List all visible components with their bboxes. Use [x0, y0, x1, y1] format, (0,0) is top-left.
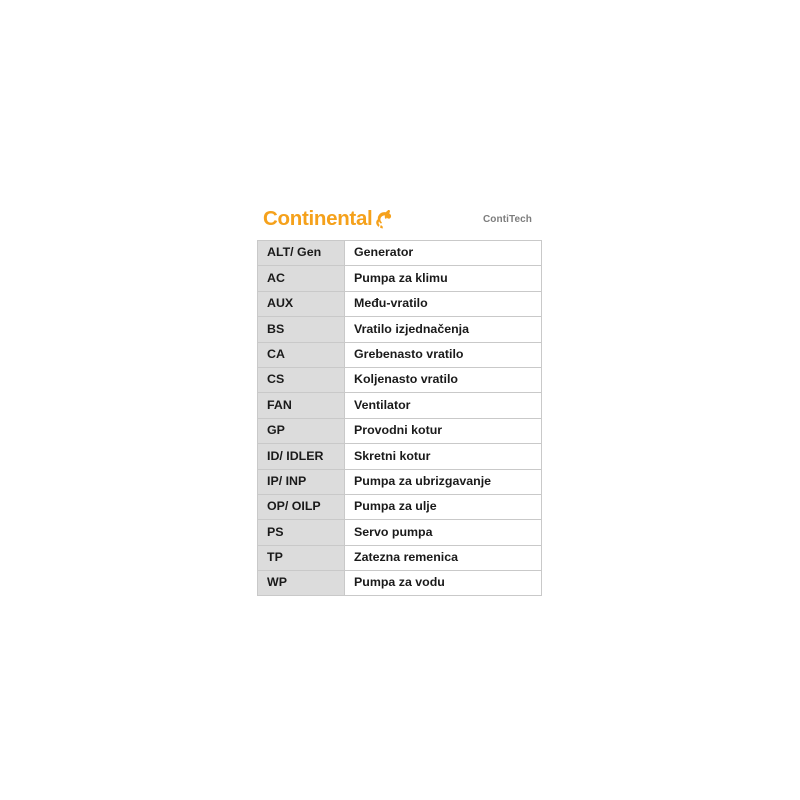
legend-description: Pumpa za ubrizgavanje — [345, 469, 542, 494]
legend-description: Pumpa za vodu — [345, 571, 542, 596]
legend-description: Servo pumpa — [345, 520, 542, 545]
legend-code: CS — [258, 367, 345, 392]
legend-description: Skretni kotur — [345, 444, 542, 469]
horse-logo-icon — [375, 210, 392, 229]
legend-description: Pumpa za klimu — [345, 266, 542, 291]
legend-code: GP — [258, 418, 345, 443]
legend-description: Koljenasto vratilo — [345, 367, 542, 392]
table-row — [258, 520, 542, 545]
brand-header — [257, 199, 542, 240]
table-row — [258, 342, 542, 367]
table-row — [258, 545, 542, 570]
legend-code: IP/ INP — [258, 469, 345, 494]
legend-table-body — [258, 241, 542, 596]
legend-code: ALT/ Gen — [258, 241, 345, 266]
legend-code: BS — [258, 317, 345, 342]
legend-code: TP — [258, 545, 345, 570]
table-row — [258, 469, 542, 494]
legend-code: WP — [258, 571, 345, 596]
table-row — [258, 317, 542, 342]
table-row — [258, 494, 542, 519]
legend-code: OP/ OILP — [258, 494, 345, 519]
table-row — [258, 393, 542, 418]
legend-code: PS — [258, 520, 345, 545]
table-row — [258, 291, 542, 316]
table-row — [258, 418, 542, 443]
sub-brand-name: ContiTech — [482, 214, 532, 225]
legend-table — [257, 240, 542, 596]
legend-description: Generator — [345, 241, 542, 266]
continental-logo — [263, 209, 392, 230]
table-row — [258, 266, 542, 291]
table-row — [258, 367, 542, 392]
legend-code: CA — [258, 342, 345, 367]
legend-code: FAN — [258, 393, 345, 418]
legend-code: AUX — [258, 291, 345, 316]
legend-description: Vratilo izjednačenja — [345, 317, 542, 342]
legend-description: Grebenasto vratilo — [345, 342, 542, 367]
legend-code: ID/ IDLER — [258, 444, 345, 469]
legend-description: Pumpa za ulje — [345, 494, 542, 519]
table-row — [258, 571, 542, 596]
legend-description: Među-vratilo — [345, 291, 542, 316]
table-row — [258, 241, 542, 266]
brand-name: Continental — [263, 207, 373, 231]
legend-description: Provodni kotur — [345, 418, 542, 443]
legend-description: Ventilator — [345, 393, 542, 418]
legend-description: Zatezna remenica — [345, 545, 542, 570]
legend-card — [257, 199, 542, 596]
legend-code: AC — [258, 266, 345, 291]
table-row — [258, 444, 542, 469]
